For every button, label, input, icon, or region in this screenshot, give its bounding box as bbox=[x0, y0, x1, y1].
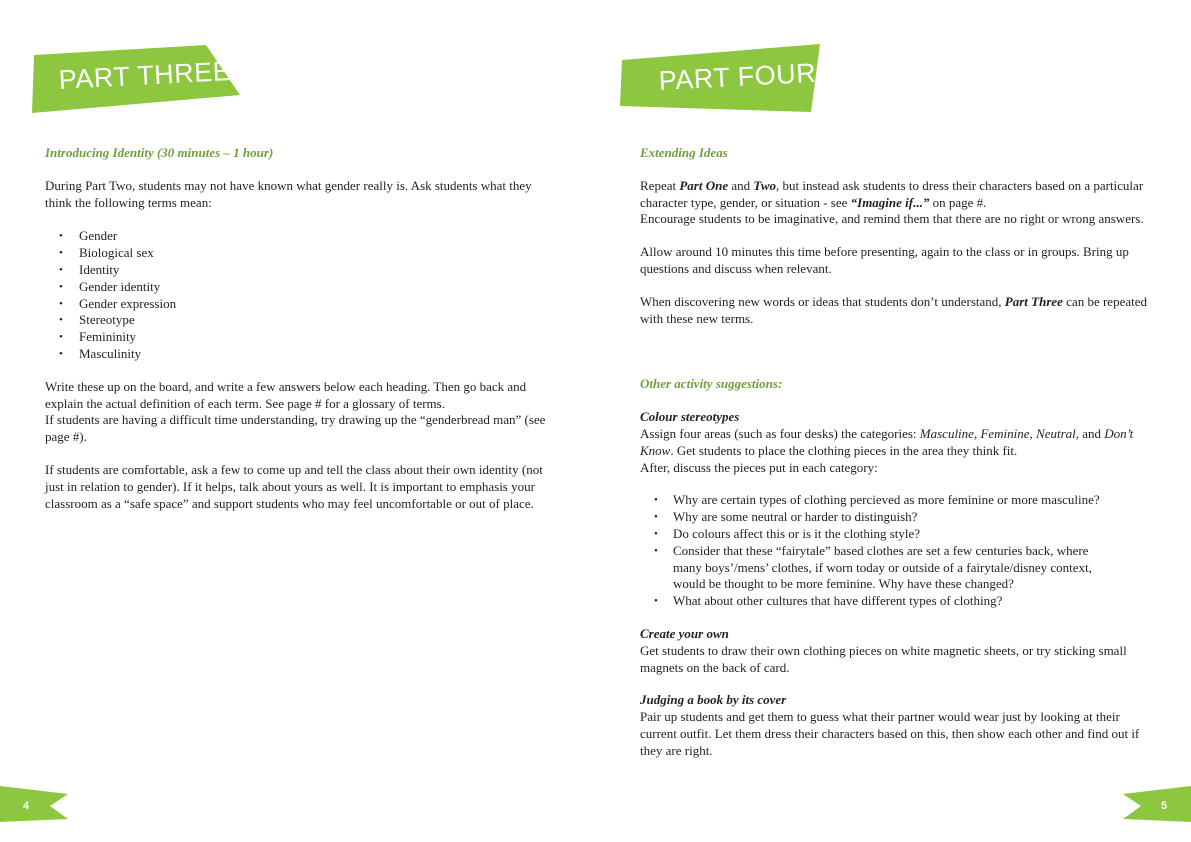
right-page bbox=[596, 0, 1191, 842]
encourage-paragraph: Encourage students to be imaginative, and remind them that there are no right or wrong answers. bbox=[640, 211, 1144, 227]
list-item: • Why are certain types of clothing percieved as more feminine or more masculine? bbox=[640, 492, 1152, 509]
list-item: • Consider that these “fairytale” based clothes are set a few centuries back, where many boys’/mens’ clothes, if worn today or outside of a fairytale/disney context, would be thought to be more feminine. Why have these changed? bbox=[640, 543, 1152, 593]
part-four-title: PART FOUR bbox=[658, 57, 817, 96]
terms-list bbox=[45, 228, 555, 362]
page-number-right: 5 bbox=[1121, 786, 1191, 822]
list-item: • Do colours affect this or is it the clothing style? bbox=[640, 526, 1152, 543]
colour-stereotypes-text: Assign four areas (such as four desks) the categories: Masculine, Feminine, Neutral, and Don’t Know. Get students to place the clothing pieces in the area they think fit. bbox=[640, 425, 1134, 458]
allow-paragraph: Allow around 10 minutes this time before presenting, again to the class or in groups. Bring up questions and discuss when relevant. bbox=[640, 244, 1129, 276]
page-number-left: 4 bbox=[0, 786, 70, 822]
list-item: • Gender expression bbox=[45, 296, 555, 313]
part-three-banner bbox=[32, 45, 242, 113]
page-tab-shape bbox=[1121, 786, 1191, 822]
repeat-paragraph: Repeat Part One and Two, but instead ask students to dress their characters based on a particular character type, gender, or situation - see “Imagine if...” on page #. bbox=[640, 177, 1144, 210]
left-content bbox=[45, 145, 555, 512]
list-item: • What about other cultures that have different types of clothing? bbox=[640, 593, 1152, 610]
intro-paragraph: During Part Two, students may not have known what gender really is. Ask students what they think the following terms mean: bbox=[45, 177, 532, 210]
right-content bbox=[640, 145, 1152, 760]
board-paragraph: Write these up on the board, and write a few answers below each heading. Then go back and explain the actual definition of each term. See page # for a glossary of terms. bbox=[45, 378, 527, 411]
activities-heading: Other activity suggestions: bbox=[640, 376, 783, 392]
discover-paragraph: When discovering new words or ideas that students don’t understand, Part Three can be repeated with these new terms. bbox=[640, 293, 1148, 326]
list-item: • Stereotype bbox=[45, 312, 555, 329]
list-item: • Biological sex bbox=[45, 245, 555, 262]
section-heading: Extending Ideas bbox=[640, 145, 728, 160]
part-three-title: PART THREE bbox=[58, 55, 232, 95]
genderbread-paragraph: If students are having a difficult time understanding, try drawing up the “genderbread man” (see page #). bbox=[45, 412, 546, 445]
list-item: • Why are some neutral or harder to distinguish? bbox=[640, 509, 1152, 526]
colour-stereotypes-title: Colour stereotypes bbox=[640, 409, 740, 425]
create-your-own-title: Create your own bbox=[640, 625, 729, 641]
left-page bbox=[0, 0, 595, 842]
create-your-own-text: Get students to draw their own clothing pieces on white magnetic sheets, or try sticking small magnets on the back of card. bbox=[640, 642, 1127, 675]
judging-book-text: Pair up students and get them to guess what their partner would wear just by looking at their current outfit. Let them dress their characters based on this, then show each other and find out if they are right. bbox=[640, 709, 1140, 758]
identity-paragraph: If students are comfortable, ask a few to come up and tell the class about their own identity (not just in relation to gender). If it helps, talk about yours as well. It is important to emphasis your classroom as a “safe space” and support students who may feel uncomfortable or out of place. bbox=[45, 461, 543, 511]
list-item: • Identity bbox=[45, 262, 555, 279]
page-tab-shape bbox=[0, 786, 70, 822]
colour-after-text: After, discuss the pieces put in each category: bbox=[640, 459, 878, 475]
list-item: • Gender bbox=[45, 228, 555, 245]
judging-book-title: Judging a book by its cover bbox=[640, 692, 787, 708]
list-item: • Gender identity bbox=[45, 279, 555, 296]
part-four-banner bbox=[620, 44, 822, 114]
list-item: • Femininity bbox=[45, 329, 555, 346]
list-item: • Masculinity bbox=[45, 346, 555, 363]
section-heading: Introducing Identity (30 minutes – 1 hour) bbox=[45, 145, 274, 160]
colour-questions-list bbox=[640, 492, 1152, 610]
